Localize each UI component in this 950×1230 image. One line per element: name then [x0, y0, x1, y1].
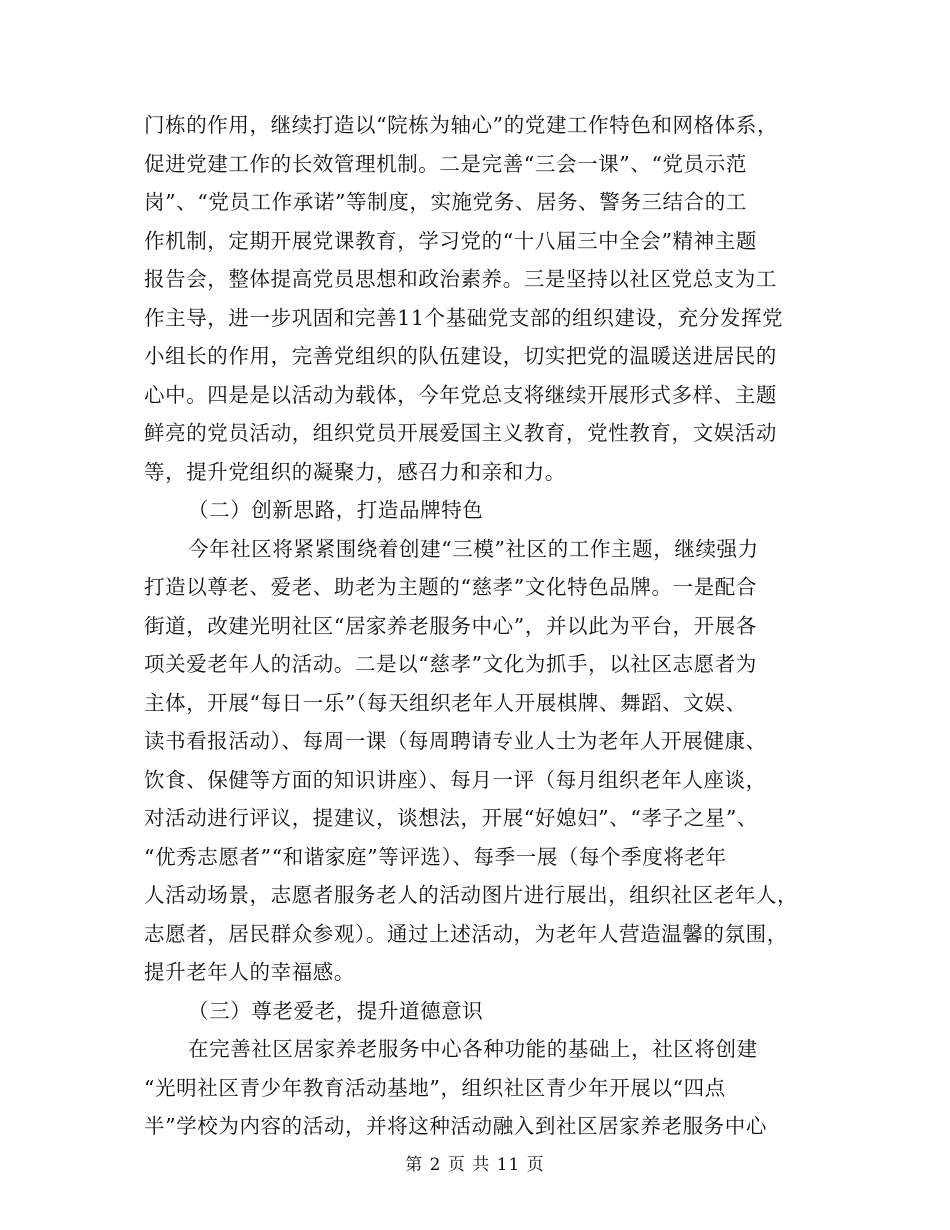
text-line: 人活动场景，志愿者服务老人的活动图片进行展出，组织社区老年人， [144, 883, 799, 907]
text-line: 打造以尊老、爱老、助老为主题的“慈孝”文化特色品牌。一是配合 [144, 575, 757, 599]
text-line: 半”学校为内容的活动，并将这种活动融入到社区居家养老服务中心 [144, 1114, 767, 1138]
text-line: 志愿者，居民群众参观）。通过上述活动，为老年人营造温馨的氛围， [144, 921, 788, 946]
text-line: 岗”、“党员工作承诺”等制度，实施党务、居务、警务三结合的工 [144, 190, 747, 214]
text-line: 主体，开展“每日一乐”（每天组织老年人开展棋牌、舞蹈、文娱、 [144, 690, 747, 715]
text-line: 鲜亮的党员活动，组织党员开展爱国主义教育，党性教育，文娱活动 [144, 421, 777, 445]
text-line: 对活动进行评议，提建议，谈想法，开展“好媳妇”、“孝子之星”、 [144, 806, 759, 830]
text-line: 等，提升党组织的凝聚力，感召力和亲和力。 [144, 459, 566, 484]
text-line: 项关爱老年人的活动。二是以“慈孝”文化为抓手，以社区志愿者为 [144, 652, 757, 676]
text-line: 心中。四是是以活动为载体，今年党总支将继续开展形式多样、主题 [144, 382, 777, 407]
document-body [144, 106, 814, 1146]
page-footer: 第 2 页 共 11 页 [405, 1155, 545, 1175]
text-line: 提升老年人的幸福感。 [144, 960, 355, 984]
section-heading: （三）尊老爱老，提升道德意识 [188, 998, 484, 1023]
text-line: 在完善社区居家养老服务中心各种功能的基础上，社区将创建 [188, 1037, 758, 1061]
text-line: 作主导，进一步巩固和完善11个基础党支部的组织建设，充分发挥党 [144, 305, 784, 330]
text-line: 小组长的作用，完善党组织的队伍建设，切实把党的温暖送进居民的 [144, 344, 777, 368]
text-line: 作机制，定期开展党课教育，学习党的“十八届三中全会”精神主题 [144, 228, 757, 253]
text-line: 今年社区将紧紧围绕着创建“三模”社区的工作主题，继续强力 [188, 536, 759, 561]
text-line: 读书看报活动）、每周一课（每周聘请专业人士为老年人开展健康、 [144, 729, 767, 753]
text-line: 街道，改建光明社区“居家养老服务中心”，并以此为平台，开展各 [144, 613, 757, 638]
text-line: 门栋的作用，继续打造以“院栋为轴心”的党建工作特色和网格体系， [144, 113, 779, 137]
text-line: 饮食、保健等方面的知识讲座）、每月一评（每月组织老年人座谈， [144, 767, 767, 792]
text-line: 促进党建工作的长效管理机制。二是完善“三会一课”、“党员示范 [144, 151, 747, 176]
text-line: “光明社区青少年教育活动基地”，组织社区青少年开展以“四点 [144, 1075, 726, 1100]
text-line: 报告会，整体提高党员思想和政治素养。三是坚持以社区党总支为工 [144, 267, 777, 291]
text-line: “优秀志愿者”“和谐家庭”等评选）、每季一展（每个季度将老年 [144, 844, 727, 869]
section-heading: （二）创新思路，打造品牌特色 [188, 498, 484, 522]
